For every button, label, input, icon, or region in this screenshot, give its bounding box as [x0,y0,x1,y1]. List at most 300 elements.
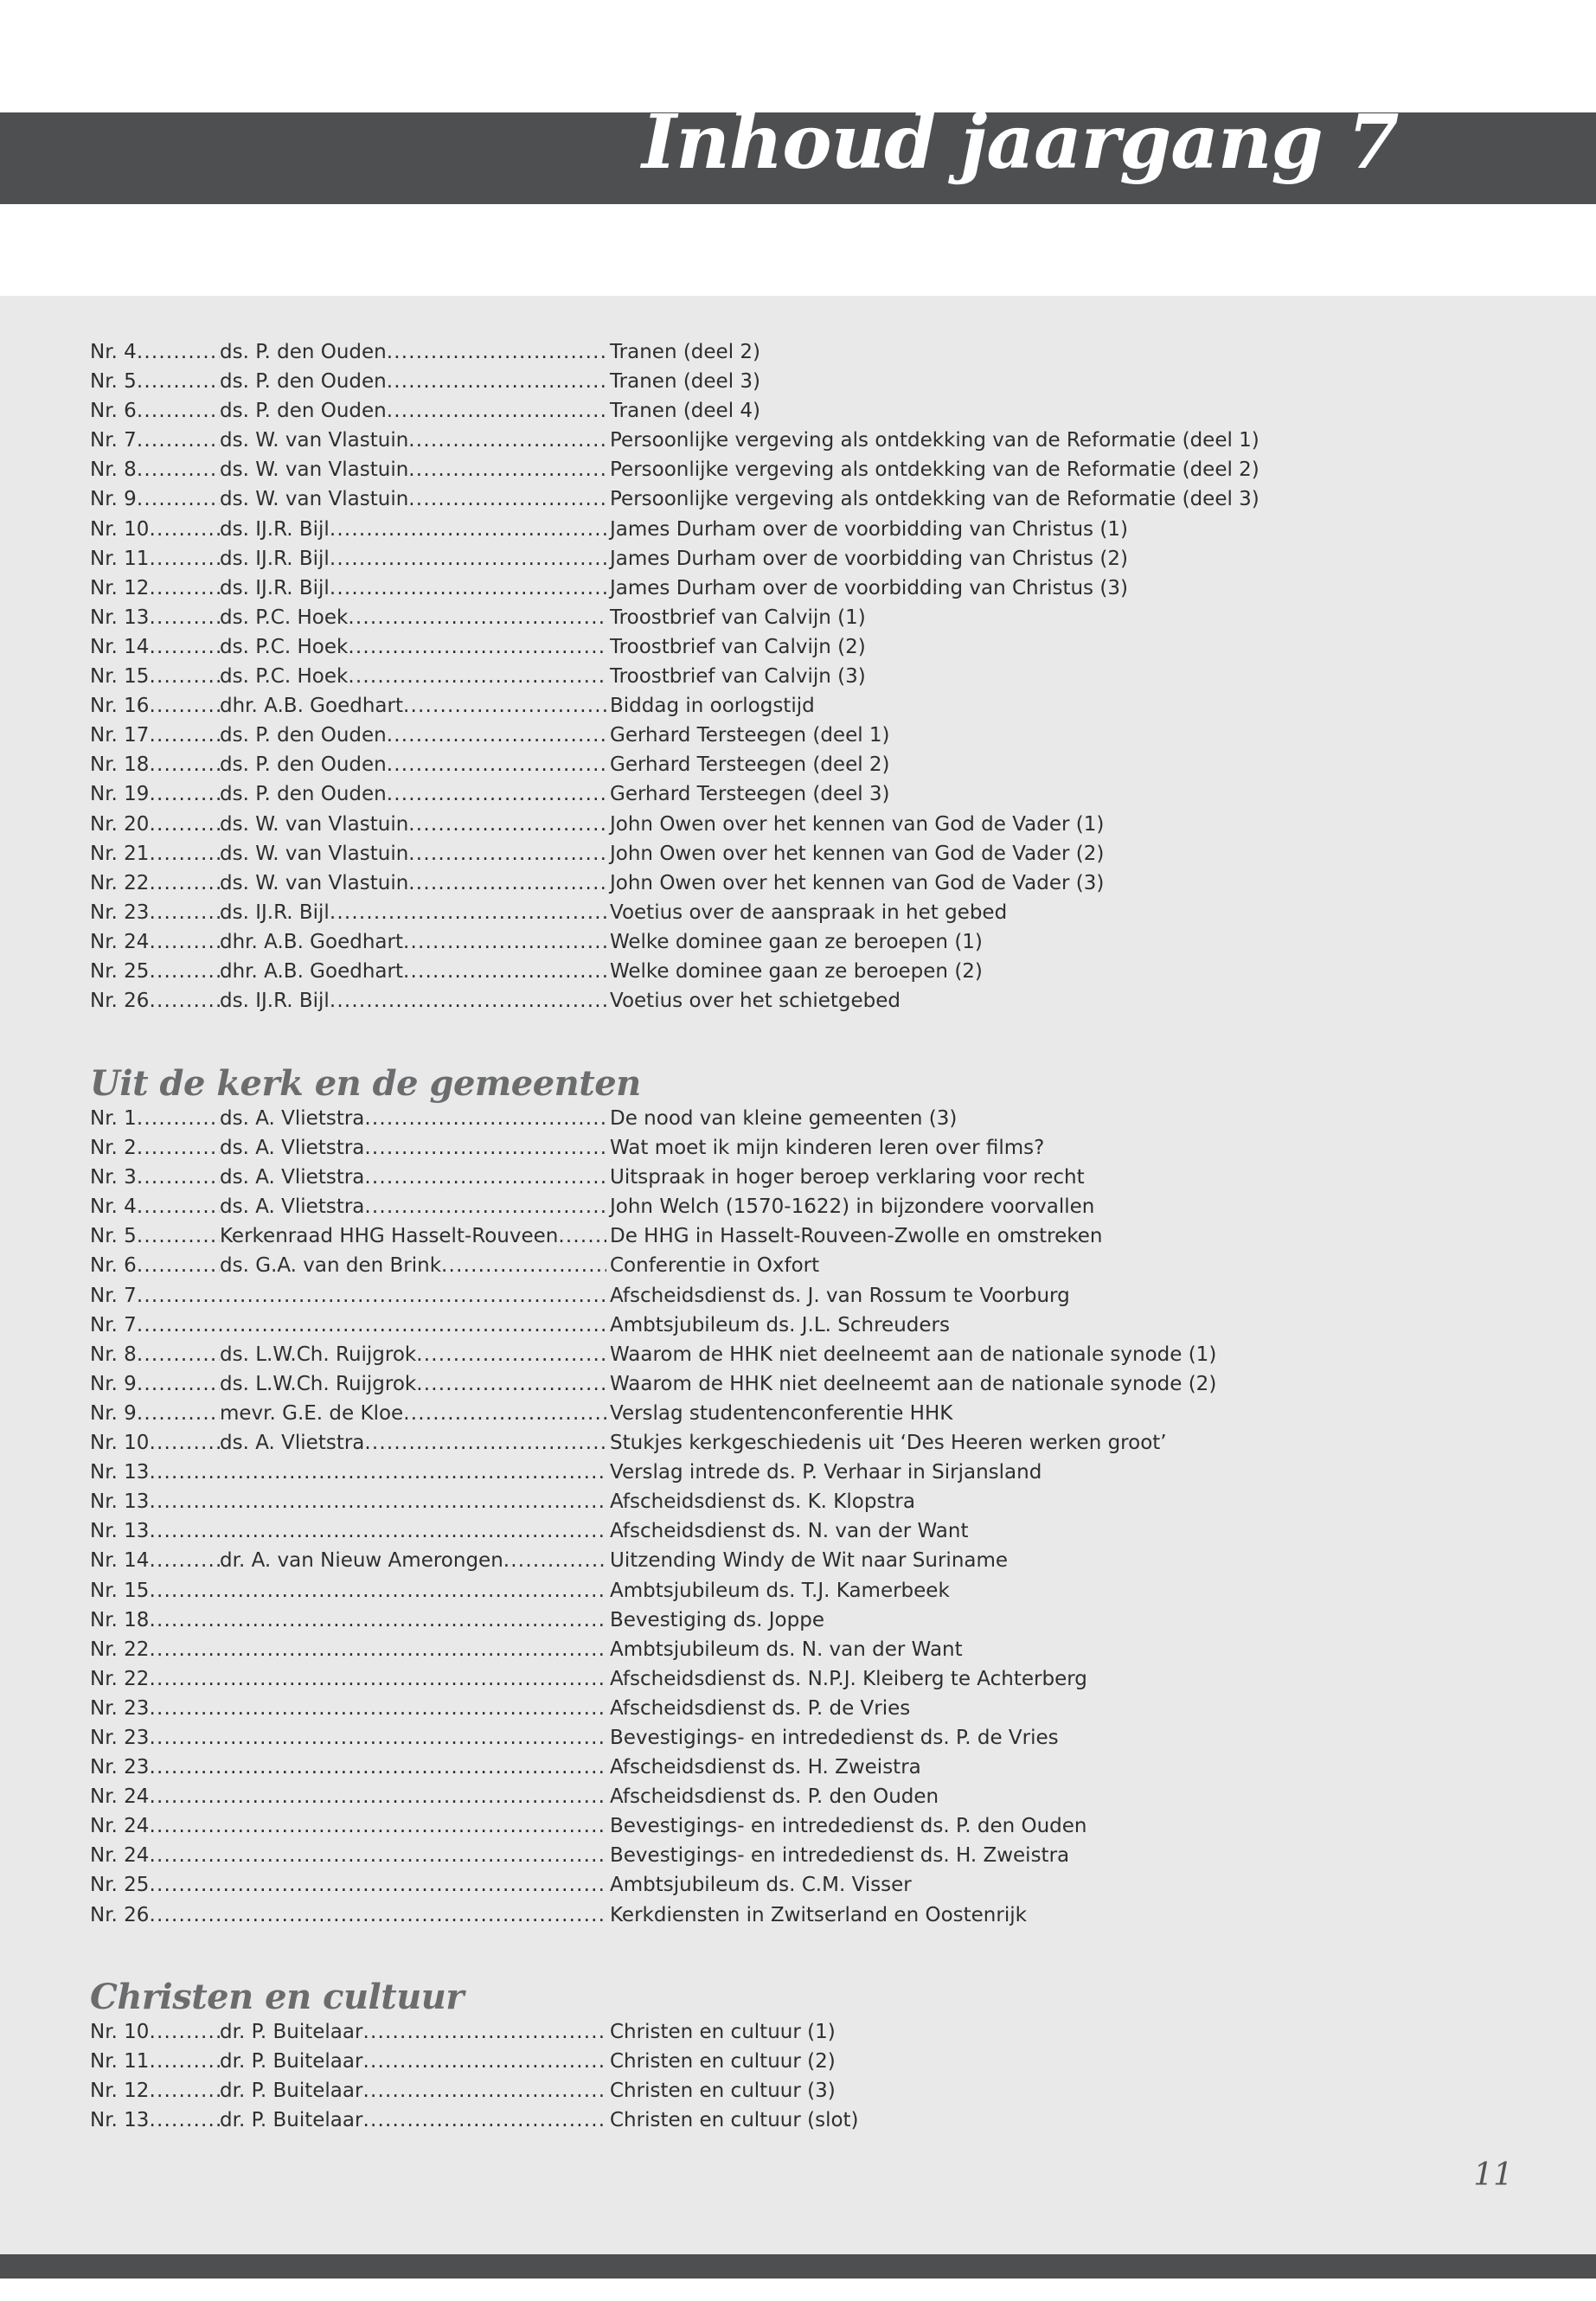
article-title: Verslag studentenconferentie HHK [610,1401,953,1425]
dot-leader [137,1133,220,1163]
article-title: Verslag intrede ds. P. Verhaar in Sirjansland [610,1461,1042,1484]
author: dhr. A.B. Goedhart [220,695,403,718]
article-title: Tranen (deel 2) [610,341,761,363]
toc-entry [90,810,1249,839]
toc-entry [90,750,1249,779]
dot-leader [441,1251,606,1280]
issue-number: Nr. 12 [90,576,150,599]
toc-entry [90,1340,1249,1369]
dot-leader [364,1163,606,1192]
entry-left [90,1340,606,1369]
article-title: Waarom de HHK niet deelneemt aan de nationale synode (1) [610,1343,1217,1366]
dot-leader [149,1428,220,1458]
article-title: Ambtsjubileum ds. C.M. Visser [610,1874,912,1897]
entry-left [90,544,606,574]
toc-entry [90,2017,1249,2047]
entry-left [90,779,606,809]
author: mevr. G.E. de Kloe [220,1401,404,1425]
entry-left [90,2017,606,2047]
toc-entry [90,455,1259,484]
entry-left [90,1635,606,1664]
toc-entry [90,957,1249,986]
issue-number: Nr. 9 [90,1401,137,1425]
dot-leader [149,868,220,898]
article-title: Voetius over de aanspraak in het gebed [610,901,1008,924]
dot-leader [149,1606,606,1635]
entry-left [90,1221,606,1251]
dot-leader [330,515,606,544]
entry-left [90,1516,606,1546]
author: ds. P. den Ouden [220,724,387,747]
article-title: James Durham over de voorbidding van Christus (1) [610,517,1128,541]
issue-number: Nr. 13 [90,1490,150,1514]
toc-entry [90,898,1249,927]
article-title: Biddag in oorlogstijd [610,695,815,718]
article-title: Bevestigings- en intrededienst ds. P. de Vries [610,1726,1059,1749]
entry-left [90,396,606,426]
issue-number: Nr. 9 [90,1372,137,1395]
toc-section-articles [90,337,1259,1016]
toc-entry [90,603,1249,632]
dot-leader [149,662,220,691]
dot-leader [408,810,606,839]
author: Kerkenraad HHG Hasselt-Rouveen [220,1225,559,1248]
dot-leader [403,927,606,957]
toc-entry [90,1369,1249,1399]
issue-number: Nr. 4 [90,341,137,363]
dot-leader [362,2047,606,2076]
article-title: Ambtsjubileum ds. J.L. Schreuders [610,1313,950,1336]
issue-number: Nr. 26 [90,1903,150,1926]
author: ds. L.W.Ch. Ruijgrok [220,1343,417,1366]
article-title: Bevestigings- en intrededienst ds. P. den Ouden [610,1815,1087,1838]
issue-number: Nr. 4 [90,1195,137,1219]
article-title: Gerhard Tersteegen (deel 3) [610,783,890,806]
toc-entry [90,2076,1249,2106]
entry-left [90,957,606,986]
dot-leader [137,337,220,367]
issue-number: Nr. 25 [90,959,150,983]
issue-number: Nr. 24 [90,1815,150,1838]
entry-left [90,1458,606,1487]
dot-leader [408,868,606,898]
entry-left [90,515,606,544]
entry-left [90,1428,606,1458]
dot-leader [149,750,220,779]
issue-number: Nr. 6 [90,400,137,423]
dot-leader [387,337,606,367]
author: ds. P.C. Hoek [220,635,349,658]
author: dr. P. Buitelaar [220,2050,363,2073]
issue-number: Nr. 23 [90,1756,150,1779]
toc-entry [90,515,1249,544]
dot-leader [408,484,606,514]
toc-entry [90,337,1249,367]
toc-entry [90,396,1249,426]
issue-number: Nr. 19 [90,783,150,806]
entry-left [90,2047,606,2076]
dot-leader [387,750,606,779]
dot-leader [362,2017,606,2047]
entry-left [90,1664,606,1694]
article-title: Conferentie in Oxfort [610,1254,820,1278]
entry-left [90,1723,606,1753]
author: ds. W. van Vlastuin [220,488,409,511]
article-title: Welke dominee gaan ze beroepen (1) [610,930,983,953]
author: ds. A. Vlietstra [220,1166,365,1189]
issue-number: Nr. 26 [90,990,150,1013]
dot-leader [364,1192,606,1221]
issue-number: Nr. 23 [90,901,150,924]
dot-leader [408,839,606,868]
entry-left [90,868,606,898]
section-heading: Uit de kerk en de gemeenten [90,1063,641,1104]
article-title: De nood van kleine gemeenten (3) [610,1107,958,1130]
toc-entry [90,1104,1249,1133]
entry-left [90,632,606,662]
entry-left [90,1606,606,1635]
dot-leader [149,632,220,662]
dot-leader [330,574,606,603]
toc-entry [90,1694,1249,1723]
issue-number: Nr. 14 [90,635,150,658]
toc-section-christen-cultuur [90,1977,1249,2135]
dot-leader [149,1811,606,1841]
article-title: Afscheidsdienst ds. H. Zweistra [610,1756,921,1779]
dot-leader [558,1221,606,1251]
article-title: Ambtsjubileum ds. T.J. Kamerbeek [610,1579,950,1602]
article-title: Persoonlijke vergeving als ontdekking van de Reformatie (deel 3) [610,488,1259,511]
toc-entry [90,367,1249,396]
entry-left [90,810,606,839]
article-title: Troostbrief van Calvijn (3) [610,665,866,689]
author: ds. W. van Vlastuin [220,458,409,482]
toc-entry [90,1311,1249,1340]
article-title: Waarom de HHK niet deelneemt aan de nationale synode (2) [610,1372,1217,1395]
article-title: Tranen (deel 3) [610,370,761,394]
issue-number: Nr. 10 [90,2021,150,2043]
entry-left [90,1900,606,1930]
toc-entry [90,1606,1249,1635]
entry-left [90,662,606,691]
entry-left [90,1841,606,1870]
dot-leader [149,574,220,603]
toc-section-kerk-gemeenten [90,1064,1249,1930]
dot-leader [149,986,220,1016]
article-title: James Durham over de voorbidding van Christus (2) [610,547,1128,570]
dot-leader [137,484,220,514]
entry-left [90,1251,606,1280]
author: ds. P. den Ouden [220,753,387,777]
article-title: John Owen over het kennen van God de Vader (2) [610,842,1105,865]
issue-number: Nr. 23 [90,1726,150,1749]
issue-number: Nr. 16 [90,695,150,718]
issue-number: Nr. 7 [90,1284,137,1307]
dot-leader [149,1870,606,1900]
dot-leader [362,2076,606,2106]
issue-number: Nr. 8 [90,458,137,482]
article-title: Bevestigings- en intrededienst ds. H. Zweistra [610,1844,1070,1868]
article-title: Tranen (deel 4) [610,400,761,423]
toc-entry [90,1192,1249,1221]
issue-number: Nr. 13 [90,606,150,629]
article-title: Afscheidsdienst ds. N. van der Want [610,1520,969,1543]
author: dr. P. Buitelaar [220,2080,363,2103]
toc-entry [90,1487,1249,1516]
author: ds. A. Vlietstra [220,1137,365,1160]
toc-entry [90,1782,1249,1811]
toc-entry [90,691,1249,721]
dot-leader [330,544,606,574]
article-title: Christen en cultuur (3) [610,2080,836,2103]
article-title: Gerhard Tersteegen (deel 2) [610,753,890,777]
entry-left [90,455,606,484]
toc-entry [90,1811,1249,1841]
toc-entry [90,986,1249,1016]
dot-leader [149,1635,606,1664]
dot-leader [149,2017,220,2047]
toc-entry [90,1753,1249,1782]
entry-left [90,986,606,1016]
dot-leader [330,986,606,1016]
issue-number: Nr. 18 [90,753,150,777]
issue-number: Nr. 3 [90,1166,137,1189]
dot-leader [364,1104,606,1133]
toc-entry [90,1458,1249,1487]
dot-leader [387,396,606,426]
dot-leader [149,1664,606,1694]
article-title: Afscheidsdienst ds. N.P.J. Kleiberg te Achterberg [610,1667,1087,1690]
footer-band [0,2254,1596,2279]
article-title: Bevestiging ds. Joppe [610,1608,824,1631]
toc-entry [90,1428,1249,1458]
dot-leader [149,1458,606,1487]
issue-number: Nr. 24 [90,1785,150,1809]
entry-left [90,898,606,927]
dot-leader [137,426,220,455]
article-title: Troostbrief van Calvijn (1) [610,606,866,629]
dot-leader [348,662,606,691]
author: ds. W. van Vlastuin [220,871,409,894]
entry-left [90,691,606,721]
toc-entry [90,574,1249,603]
article-title: Stukjes kerkgeschiedenis uit ‘Des Heeren werken groot’ [610,1432,1167,1455]
entry-left [90,927,606,957]
entry-left [90,1399,606,1428]
dot-leader [149,1546,220,1575]
article-title: Persoonlijke vergeving als ontdekking van de Reformatie (deel 2) [610,458,1259,482]
dot-leader [149,898,220,927]
entry-left [90,2076,606,2106]
dot-leader [149,2047,220,2076]
article-title: Uitspraak in hoger beroep verklaring voor recht [610,1166,1085,1189]
entry-left [90,2106,606,2135]
dot-leader [348,632,606,662]
issue-number: Nr. 15 [90,665,150,689]
article-title: Persoonlijke vergeving als ontdekking van de Reformatie (deel 1) [610,429,1259,452]
dot-leader [387,779,606,809]
toc-entry [90,1281,1249,1311]
issue-number: Nr. 10 [90,1432,150,1455]
article-title: Christen en cultuur (1) [610,2021,836,2043]
dot-leader [149,1841,606,1870]
author: ds. W. van Vlastuin [220,812,409,836]
author: ds. L.W.Ch. Ruijgrok [220,1372,417,1395]
dot-leader [408,426,606,455]
dot-leader [149,1487,606,1516]
dot-leader [149,927,220,957]
dot-leader [330,898,606,927]
issue-number: Nr. 18 [90,1608,150,1631]
toc-entry [90,544,1249,574]
entry-left [90,1546,606,1575]
entry-left [90,1487,606,1516]
toc-entry [90,632,1249,662]
dot-leader [408,455,606,484]
issue-number: Nr. 12 [90,2080,150,2103]
issue-number: Nr. 22 [90,1638,150,1661]
section-heading: Christen en cultuur [90,1977,464,2017]
article-title: James Durham over de voorbidding van Christus (3) [610,576,1128,599]
issue-number: Nr. 13 [90,1461,150,1484]
entry-left [90,750,606,779]
entry-left [90,1782,606,1811]
issue-number: Nr. 8 [90,1343,137,1366]
issue-number: Nr. 21 [90,842,150,865]
dot-leader [149,603,220,632]
article-title: Voetius over het schietgebed [610,990,901,1013]
dot-leader [137,1221,220,1251]
issue-number: Nr. 6 [90,1254,137,1278]
article-title: Afscheidsdienst ds. K. Klopstra [610,1490,915,1514]
dot-leader [149,1753,606,1782]
entry-left [90,721,606,750]
issue-number: Nr. 15 [90,1579,150,1602]
dot-leader [149,957,220,986]
toc-entry [90,721,1249,750]
toc-entry [90,1576,1249,1606]
entry-left [90,1753,606,1782]
issue-number: Nr. 2 [90,1137,137,1160]
issue-number: Nr. 11 [90,547,150,570]
author: dhr. A.B. Goedhart [220,959,403,983]
dot-leader [149,779,220,809]
dot-leader [149,2106,220,2135]
issue-number: Nr. 7 [90,1313,137,1336]
issue-number: Nr. 13 [90,1520,150,1543]
dot-leader [137,1340,220,1369]
article-title: Afscheidsdienst ds. J. van Rossum te Voorburg [610,1284,1070,1307]
dot-leader [137,367,220,396]
dot-leader [137,1311,606,1340]
dot-leader [149,515,220,544]
entry-left [90,839,606,868]
author: ds. W. van Vlastuin [220,842,409,865]
dot-leader [137,1104,220,1133]
toc-entry [90,1163,1249,1192]
toc-entry [90,1221,1249,1251]
entry-left [90,1192,606,1221]
toc-entry [90,1516,1249,1546]
article-title: Ambtsjubileum ds. N. van der Want [610,1638,963,1661]
author: ds. IJ.R. Bijl [220,901,330,924]
toc-entry [90,1635,1249,1664]
article-title: John Owen over het kennen van God de Vader (1) [610,812,1105,836]
author: ds. P.C. Hoek [220,606,349,629]
toc-entry [90,1251,1249,1280]
issue-number: Nr. 5 [90,370,137,394]
toc-entry [90,927,1249,957]
entry-left [90,1369,606,1399]
article-title: Welke dominee gaan ze beroepen (2) [610,959,983,983]
dot-leader [362,2106,606,2135]
dot-leader [149,2076,220,2106]
dot-leader [387,367,606,396]
dot-leader [149,721,220,750]
toc-entry [90,1399,1249,1428]
dot-leader [137,455,220,484]
toc-entry [90,1133,1249,1163]
dot-leader [387,721,606,750]
author: ds. IJ.R. Bijl [220,990,330,1013]
dot-leader [416,1340,606,1369]
article-title: Gerhard Tersteegen (deel 1) [610,724,890,747]
dot-leader [137,1251,220,1280]
dot-leader [149,1694,606,1723]
issue-number: Nr. 17 [90,724,150,747]
author: ds. IJ.R. Bijl [220,517,330,541]
toc-entry [90,1664,1249,1694]
dot-leader [137,1163,220,1192]
entry-left [90,337,606,367]
dot-leader [149,1723,606,1753]
issue-number: Nr. 1 [90,1107,137,1130]
author: ds. A. Vlietstra [220,1107,365,1130]
author: ds. W. van Vlastuin [220,429,409,452]
article-title: Christen en cultuur (2) [610,2050,836,2073]
dot-leader [149,691,220,721]
issue-number: Nr. 10 [90,517,150,541]
author: dr. P. Buitelaar [220,2021,363,2043]
toc-entry [90,1546,1249,1575]
issue-number: Nr. 11 [90,2050,150,2073]
issue-number: Nr. 24 [90,930,150,953]
entry-left [90,1870,606,1900]
issue-number: Nr. 7 [90,429,137,452]
entry-left [90,1576,606,1606]
toc-entry [90,1900,1249,1930]
dot-leader [403,691,606,721]
dot-leader [149,544,220,574]
dot-leader [364,1428,606,1458]
article-title: Uitzending Windy de Wit naar Suriname [610,1549,1009,1573]
author: ds. IJ.R. Bijl [220,576,330,599]
article-title: Troostbrief van Calvijn (2) [610,635,866,658]
dot-leader [149,810,220,839]
toc-entry [90,1723,1249,1753]
entry-left [90,1281,606,1311]
article-title: De HHG in Hasselt-Rouveen-Zwolle en omstreken [610,1225,1103,1248]
author: ds. P. den Ouden [220,341,387,363]
toc-entry [90,426,1259,455]
dot-leader [403,957,606,986]
toc-entry [90,662,1249,691]
dot-leader [149,1900,606,1930]
issue-number: Nr. 13 [90,2109,150,2132]
article-title: Afscheidsdienst ds. P. den Ouden [610,1785,939,1809]
entry-left [90,1694,606,1723]
issue-number: Nr. 25 [90,1874,150,1897]
